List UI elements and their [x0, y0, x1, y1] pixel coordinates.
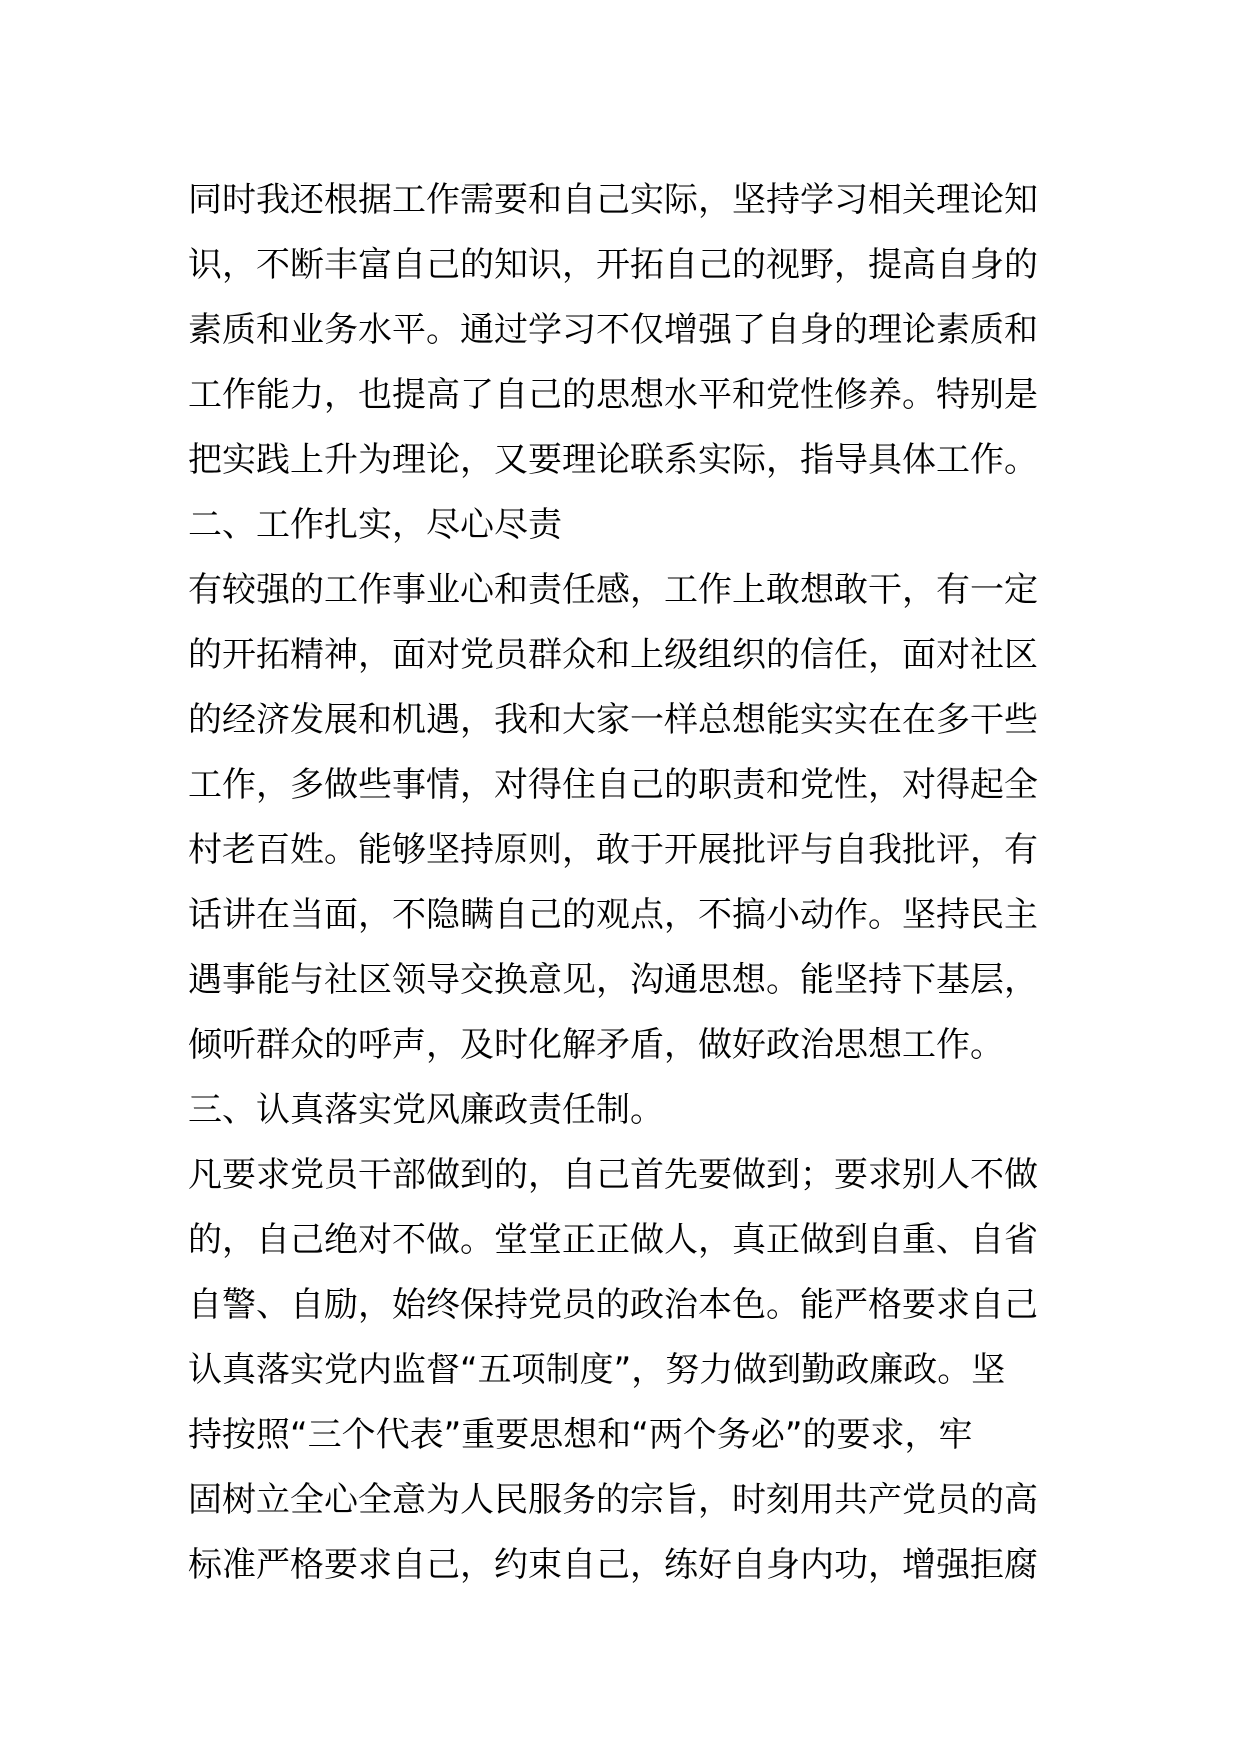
text-line: 自警、自励，始终保持党员的政治本色。能严格要求自己: [188, 1285, 1038, 1325]
text-line: 倾听群众的呼声，及时化解矛盾，做好政治思想工作。: [188, 1025, 1004, 1065]
text-line: 有较强的工作事业心和责任感，工作上敢想敢干，有一定: [188, 570, 1038, 610]
text-line: 素质和业务水平。通过学习不仅增强了自身的理论素质和: [188, 310, 1038, 350]
text-line: 同时我还根据工作需要和自己实际，坚持学习相关理论知: [188, 180, 1038, 220]
text-line: 凡要求党员干部做到的，自己首先要做到；要求别人不做: [188, 1155, 1038, 1195]
section-heading: 二、工作扎实，尽心尽责: [188, 505, 562, 545]
text-line: 话讲在当面，不隐瞒自己的观点，不搞小动作。坚持民主: [188, 895, 1038, 935]
body-text: [188, 168, 1068, 1598]
text-line: 认真落实党内监督“五项制度”，努力做到勤政廉政。坚: [188, 1350, 1006, 1390]
text-line: 持按照“三个代表”重要思想和“两个务必”的要求，牢: [188, 1415, 973, 1455]
text-line: 的，自己绝对不做。堂堂正正做人，真正做到自重、自省: [188, 1220, 1038, 1260]
text-line: 识，不断丰富自己的知识，开拓自己的视野，提高自身的: [188, 245, 1038, 285]
text-line: 村老百姓。能够坚持原则，敢于开展批评与自我批评，有: [188, 830, 1038, 870]
text-line: 的开拓精神，面对党员群众和上级组织的信任，面对社区: [188, 635, 1038, 675]
section-heading: 三、认真落实党风廉政责任制。: [188, 1090, 664, 1130]
text-line: 遇事能与社区领导交换意见，沟通思想。能坚持下基层，: [188, 960, 1038, 1000]
text-line: 工作能力，也提高了自己的思想水平和党性修养。特别是: [188, 375, 1038, 415]
text-line: 把实践上升为理论，又要理论联系实际，指导具体工作。: [188, 440, 1038, 480]
text-line: 的经济发展和机遇，我和大家一样总想能实实在在多干些: [188, 700, 1038, 740]
text-line: 标准严格要求自己，约束自己，练好自身内功，增强拒腐: [188, 1545, 1038, 1585]
text-line: 工作，多做些事情，对得住自己的职责和党性，对得起全: [188, 765, 1038, 805]
text-line: 固树立全心全意为人民服务的宗旨，时刻用共产党员的高: [188, 1480, 1038, 1520]
